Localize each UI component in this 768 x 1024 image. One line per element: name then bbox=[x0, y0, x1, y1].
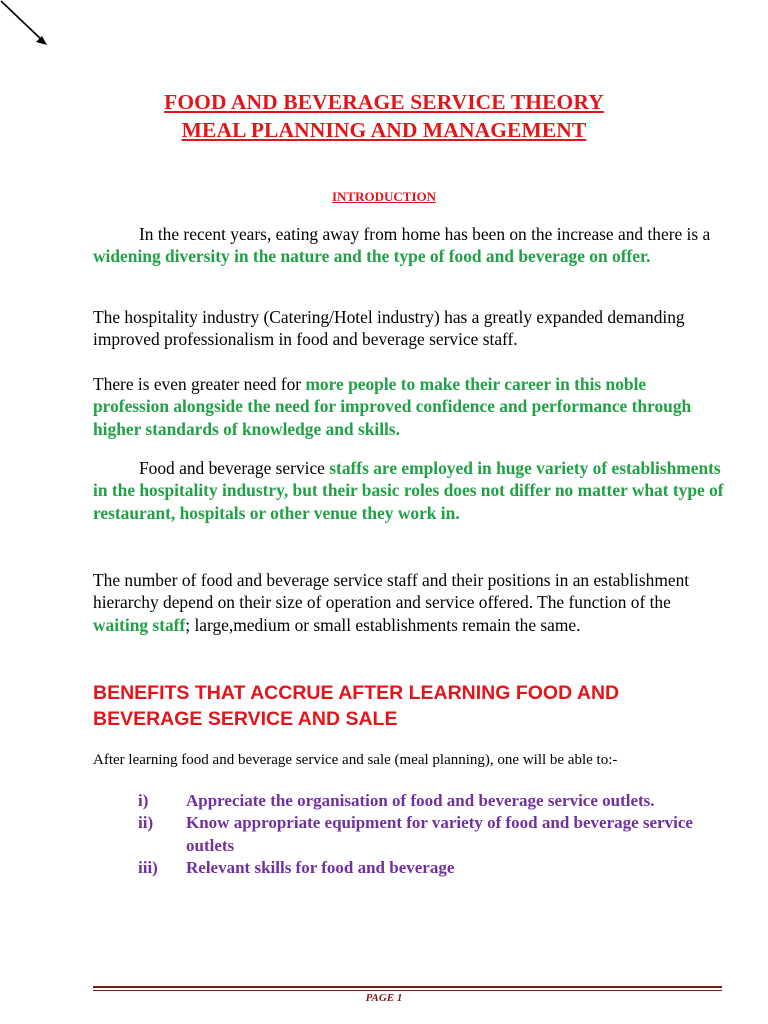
paragraph-5 bbox=[93, 569, 725, 636]
paragraph-5-text-end: ; large,medium or small establishments remain the same. bbox=[185, 614, 581, 635]
introduction-heading: INTRODUCTION bbox=[331, 189, 436, 204]
paragraph-1-highlight: widening diversity in the nature and the type of food and beverage on offer. bbox=[93, 246, 651, 267]
paragraph-2: The hospitality industry (Catering/Hotel industry) has a greatly expanded demanding improved professionalism in food and beverage service staff. bbox=[93, 307, 685, 350]
benefits-list bbox=[138, 790, 698, 880]
paragraph-1 bbox=[93, 223, 725, 268]
after-learning-text: After learning food and beverage service and sale (meal planning), one will be able to:- bbox=[93, 752, 618, 768]
list-item bbox=[138, 857, 698, 879]
paragraph-4-text: Food and beverage service bbox=[139, 458, 330, 478]
list-item bbox=[138, 790, 698, 812]
list-item-number: iii) bbox=[138, 858, 158, 878]
paragraph-3 bbox=[93, 373, 725, 440]
list-item-number: i) bbox=[138, 791, 149, 810]
footer-rule-thick bbox=[93, 986, 722, 988]
arrow-icon bbox=[0, 0, 52, 50]
paragraph-4-highlight: staffs are employed in huge variety of establishments in the hospitality industry, but their basic roles does not differ no matter what type of restaurant, hospitals or other venue they work in. bbox=[93, 458, 724, 523]
list-item-text: Relevant skills for food and beverage bbox=[186, 858, 455, 878]
paragraph-5-highlight: waiting staff bbox=[93, 614, 186, 635]
list-item-text: Appreciate the organisation of food and beverage service outlets. bbox=[186, 791, 655, 810]
document-title-line1: FOOD AND BEVERAGE SERVICE THEORY bbox=[164, 90, 604, 114]
list-item bbox=[138, 812, 698, 857]
page-number: PAGE 1 bbox=[365, 992, 403, 1004]
paragraph-5-text: The number of food and beverage service staff and their positions in an establishment hierarchy depend on their size of operation and service offered. The function of the bbox=[93, 570, 690, 613]
document-title-line2: MEAL PLANNING AND MANAGEMENT bbox=[181, 118, 587, 142]
list-item-number: ii) bbox=[138, 813, 154, 833]
paragraph-3-text: There is even greater need for bbox=[93, 374, 306, 394]
paragraph-1-text: In the recent years, eating away from home has been on the increase and there is a bbox=[139, 224, 711, 244]
benefits-heading: BENEFITS THAT ACCRUE AFTER LEARNING FOOD AND BEVERAGE SERVICE AND SALE bbox=[93, 682, 620, 730]
paragraph-4 bbox=[93, 457, 725, 524]
footer-rule-thin bbox=[93, 990, 722, 991]
paragraph-3-highlight: more people to make their career in this noble profession alongside the need for improved confidence and performance through higher standards of knowledge and skills. bbox=[93, 374, 692, 439]
list-item-text: Know appropriate equipment for variety of food and beverage service outlets bbox=[186, 813, 693, 855]
